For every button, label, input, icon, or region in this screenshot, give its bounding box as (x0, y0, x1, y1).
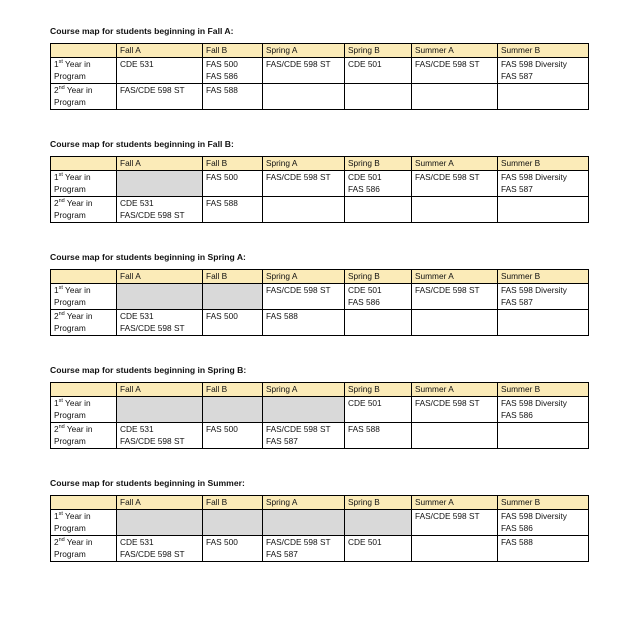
course-cell (345, 83, 412, 109)
column-header: Fall A (117, 496, 203, 510)
course-code: CDE 501 (348, 536, 382, 547)
header-row (51, 157, 589, 171)
course-cell (498, 57, 589, 83)
row-label-line2: Program (54, 549, 86, 559)
row-label-number: 2 (54, 197, 59, 208)
course-cell (498, 535, 589, 561)
column-header: Spring A (263, 44, 345, 58)
row-label-line1 (54, 510, 113, 523)
row-label-text: Year in (62, 284, 91, 295)
column-header: Fall A (117, 383, 203, 397)
row-label (51, 196, 117, 222)
course-map-section (50, 25, 588, 110)
row-label-line2: Program (54, 97, 86, 107)
column-header: Spring B (345, 496, 412, 510)
row-label (51, 83, 117, 109)
column-header (51, 44, 117, 58)
course-cell (412, 170, 498, 196)
course-map-section (50, 364, 588, 449)
column-header: Summer B (498, 44, 589, 58)
course-code: FAS 587 (266, 549, 298, 559)
course-cell (263, 170, 345, 196)
course-cell (412, 196, 498, 222)
section-title: Course map for students beginning in Spring A: (50, 252, 246, 262)
table-row (51, 396, 589, 422)
course-code: FAS/CDE 598 ST (415, 171, 480, 182)
course-cell (412, 57, 498, 83)
row-label-line1 (54, 84, 113, 97)
column-header (51, 157, 117, 171)
course-map-table (50, 495, 589, 562)
column-header: Fall A (117, 270, 203, 284)
column-header: Fall B (203, 44, 263, 58)
course-code: FAS 598 Diversity (501, 171, 567, 182)
course-cell (203, 57, 263, 83)
column-header (51, 496, 117, 510)
section-title: Course map for students beginning in Spring B: (50, 365, 247, 375)
column-header (51, 383, 117, 397)
column-header: Spring A (263, 270, 345, 284)
row-label-text: Year in (62, 58, 91, 69)
course-code: CDE 501 (348, 58, 382, 69)
column-header: Fall B (203, 383, 263, 397)
course-cell (263, 57, 345, 83)
course-cell (203, 196, 263, 222)
row-label-line2: Program (54, 71, 86, 81)
row-label-number: 1 (54, 284, 59, 295)
row-label (51, 57, 117, 83)
course-code: FAS 586 (206, 71, 238, 81)
course-cell (203, 170, 263, 196)
course-cell (498, 396, 589, 422)
table-row (51, 509, 589, 535)
course-code: FAS 586 (501, 410, 533, 420)
course-code: FAS/CDE 598 ST (415, 284, 480, 295)
course-cell (345, 309, 412, 335)
course-cell (498, 309, 589, 335)
row-label-line2: Program (54, 410, 86, 420)
row-label (51, 170, 117, 196)
course-code: CDE 501 (348, 397, 382, 408)
course-code: FAS 588 (206, 84, 238, 95)
column-header: Summer A (412, 383, 498, 397)
course-code: CDE 501 (348, 284, 382, 295)
course-cell (117, 57, 203, 83)
row-label-suffix: nd (58, 423, 65, 430)
column-header: Spring B (345, 383, 412, 397)
course-code: FAS 500 (206, 58, 238, 69)
course-code: FAS 598 Diversity (501, 397, 567, 408)
row-label-suffix: nd (58, 310, 65, 317)
column-header: Summer A (412, 44, 498, 58)
row-label-line2: Program (54, 523, 86, 533)
course-code: FAS/CDE 598 ST (266, 171, 331, 182)
row-label-suffix: nd (58, 84, 65, 91)
column-header: Spring A (263, 383, 345, 397)
course-code: CDE 531 (120, 58, 154, 69)
course-code: FAS 587 (501, 297, 533, 307)
column-header: Spring A (263, 157, 345, 171)
course-code: FAS 587 (501, 184, 533, 194)
row-label-text: Year in (64, 536, 93, 547)
course-cell (203, 422, 263, 448)
column-header: Spring B (345, 270, 412, 284)
course-code: FAS 588 (348, 423, 380, 434)
course-cell (117, 283, 203, 309)
course-cell (203, 83, 263, 109)
course-cell (345, 57, 412, 83)
course-code: FAS 500 (206, 171, 238, 182)
table-row (51, 170, 589, 196)
row-label-line1 (54, 171, 113, 184)
column-header: Fall A (117, 44, 203, 58)
column-header: Summer A (412, 270, 498, 284)
course-cell (345, 509, 412, 535)
row-label-line2: Program (54, 184, 86, 194)
row-label-text: Year in (64, 310, 93, 321)
course-code: FAS 598 Diversity (501, 58, 567, 69)
header-row (51, 270, 589, 284)
row-label-suffix: nd (58, 536, 65, 543)
column-header: Fall B (203, 157, 263, 171)
row-label-line1 (54, 423, 113, 436)
column-header: Summer B (498, 270, 589, 284)
row-label-text: Year in (62, 397, 91, 408)
row-label-suffix: nd (58, 197, 65, 204)
course-cell (117, 170, 203, 196)
column-header: Summer B (498, 157, 589, 171)
table-row (51, 309, 589, 335)
row-label (51, 396, 117, 422)
course-code: FAS/CDE 598 ST (415, 58, 480, 69)
column-header: Fall A (117, 157, 203, 171)
course-cell (203, 283, 263, 309)
course-cell (345, 170, 412, 196)
course-map-section (50, 251, 588, 336)
course-code: FAS/CDE 598 ST (266, 423, 331, 434)
course-code: FAS/CDE 598 ST (415, 510, 480, 521)
course-cell (412, 283, 498, 309)
course-cell (345, 283, 412, 309)
course-code: CDE 531 (120, 197, 154, 208)
row-label-number: 1 (54, 510, 59, 521)
course-cell (263, 283, 345, 309)
course-cell (345, 196, 412, 222)
row-label-line2: Program (54, 297, 86, 307)
row-label-suffix: st (58, 171, 63, 178)
row-label-line2: Program (54, 210, 86, 220)
course-cell (345, 422, 412, 448)
course-cell (345, 396, 412, 422)
course-code: FAS/CDE 598 ST (266, 536, 331, 547)
row-label (51, 309, 117, 335)
course-cell (117, 535, 203, 561)
row-label-text: Year in (62, 171, 91, 182)
course-code: FAS 588 (266, 310, 298, 321)
course-cell (412, 535, 498, 561)
course-code: CDE 501 (348, 171, 382, 182)
course-cell (412, 83, 498, 109)
header-row (51, 383, 589, 397)
course-cell (263, 396, 345, 422)
course-cell (412, 422, 498, 448)
course-cell (117, 396, 203, 422)
column-header: Fall B (203, 496, 263, 510)
column-header (51, 270, 117, 284)
course-cell (203, 309, 263, 335)
course-cell (412, 509, 498, 535)
row-label-suffix: st (58, 58, 63, 65)
row-label-number: 2 (54, 536, 59, 547)
row-label-line1 (54, 284, 113, 297)
column-header: Spring A (263, 496, 345, 510)
course-cell (412, 309, 498, 335)
course-cell (263, 83, 345, 109)
course-code: FAS 586 (501, 523, 533, 533)
course-cell (203, 396, 263, 422)
row-label-text: Year in (64, 423, 93, 434)
row-label-line1 (54, 197, 113, 210)
course-code: FAS 587 (266, 436, 298, 446)
course-code: FAS 598 Diversity (501, 284, 567, 295)
header-row (51, 44, 589, 58)
course-cell (412, 396, 498, 422)
course-map-table (50, 382, 589, 449)
course-code: FAS/CDE 598 ST (266, 284, 331, 295)
course-code: FAS/CDE 598 ST (120, 323, 185, 333)
row-label (51, 509, 117, 535)
row-label-number: 1 (54, 58, 59, 69)
column-header: Spring B (345, 157, 412, 171)
course-code: FAS 500 (206, 536, 238, 547)
course-code: FAS/CDE 598 ST (120, 84, 185, 95)
course-map-table (50, 269, 589, 336)
course-cell (263, 309, 345, 335)
row-label-text: Year in (64, 197, 93, 208)
course-cell (345, 535, 412, 561)
row-label-suffix: st (58, 397, 63, 404)
row-label-line1 (54, 397, 113, 410)
course-map-section (50, 138, 588, 223)
course-cell (117, 422, 203, 448)
column-header: Summer A (412, 496, 498, 510)
row-label-suffix: st (58, 510, 63, 517)
course-code: FAS 587 (501, 71, 533, 81)
course-cell (203, 509, 263, 535)
course-code: FAS 586 (348, 297, 380, 307)
row-label-line2: Program (54, 436, 86, 446)
column-header: Spring B (345, 44, 412, 58)
column-header: Summer A (412, 157, 498, 171)
course-cell (498, 509, 589, 535)
course-cell (498, 170, 589, 196)
row-label (51, 422, 117, 448)
course-code: CDE 531 (120, 310, 154, 321)
course-code: CDE 531 (120, 536, 154, 547)
section-title: Course map for students beginning in Fall B: (50, 139, 234, 149)
course-cell (117, 196, 203, 222)
row-label-line1 (54, 58, 113, 71)
course-code: FAS 588 (501, 536, 533, 547)
course-cell (498, 196, 589, 222)
course-code: FAS 500 (206, 310, 238, 321)
table-row (51, 57, 589, 83)
course-code: FAS 598 Diversity (501, 510, 567, 521)
section-title: Course map for students beginning in Summer: (50, 478, 245, 488)
column-header: Summer B (498, 383, 589, 397)
course-cell (117, 83, 203, 109)
course-code: FAS 500 (206, 423, 238, 434)
row-label-number: 2 (54, 423, 59, 434)
row-label-text: Year in (62, 510, 91, 521)
course-code: FAS 586 (348, 184, 380, 194)
table-row (51, 196, 589, 222)
course-code: FAS/CDE 598 ST (415, 397, 480, 408)
table-row (51, 83, 589, 109)
section-title: Course map for students beginning in Fall A: (50, 26, 234, 36)
row-label (51, 283, 117, 309)
row-label-number: 2 (54, 84, 59, 95)
row-label-suffix: st (58, 284, 63, 291)
course-cell (117, 509, 203, 535)
table-row (51, 283, 589, 309)
row-label-line1 (54, 536, 113, 549)
course-cell (203, 535, 263, 561)
row-label-line1 (54, 310, 113, 323)
course-code: FAS 588 (206, 197, 238, 208)
course-cell (498, 83, 589, 109)
row-label-number: 1 (54, 171, 59, 182)
course-map-section (50, 477, 588, 562)
course-cell (263, 196, 345, 222)
course-cell (498, 422, 589, 448)
row-label-number: 2 (54, 310, 59, 321)
column-header: Fall B (203, 270, 263, 284)
course-map-table (50, 43, 589, 110)
course-code: CDE 531 (120, 423, 154, 434)
table-row (51, 535, 589, 561)
course-code: FAS/CDE 598 ST (120, 210, 185, 220)
course-cell (263, 422, 345, 448)
row-label-line2: Program (54, 323, 86, 333)
course-code: FAS/CDE 598 ST (120, 549, 185, 559)
course-cell (263, 535, 345, 561)
course-code: FAS/CDE 598 ST (120, 436, 185, 446)
course-cell (263, 509, 345, 535)
course-cell (117, 309, 203, 335)
row-label-number: 1 (54, 397, 59, 408)
course-cell (498, 283, 589, 309)
course-map-table (50, 156, 589, 223)
row-label-text: Year in (64, 84, 93, 95)
table-row (51, 422, 589, 448)
row-label (51, 535, 117, 561)
column-header: Summer B (498, 496, 589, 510)
course-code: FAS/CDE 598 ST (266, 58, 331, 69)
header-row (51, 496, 589, 510)
